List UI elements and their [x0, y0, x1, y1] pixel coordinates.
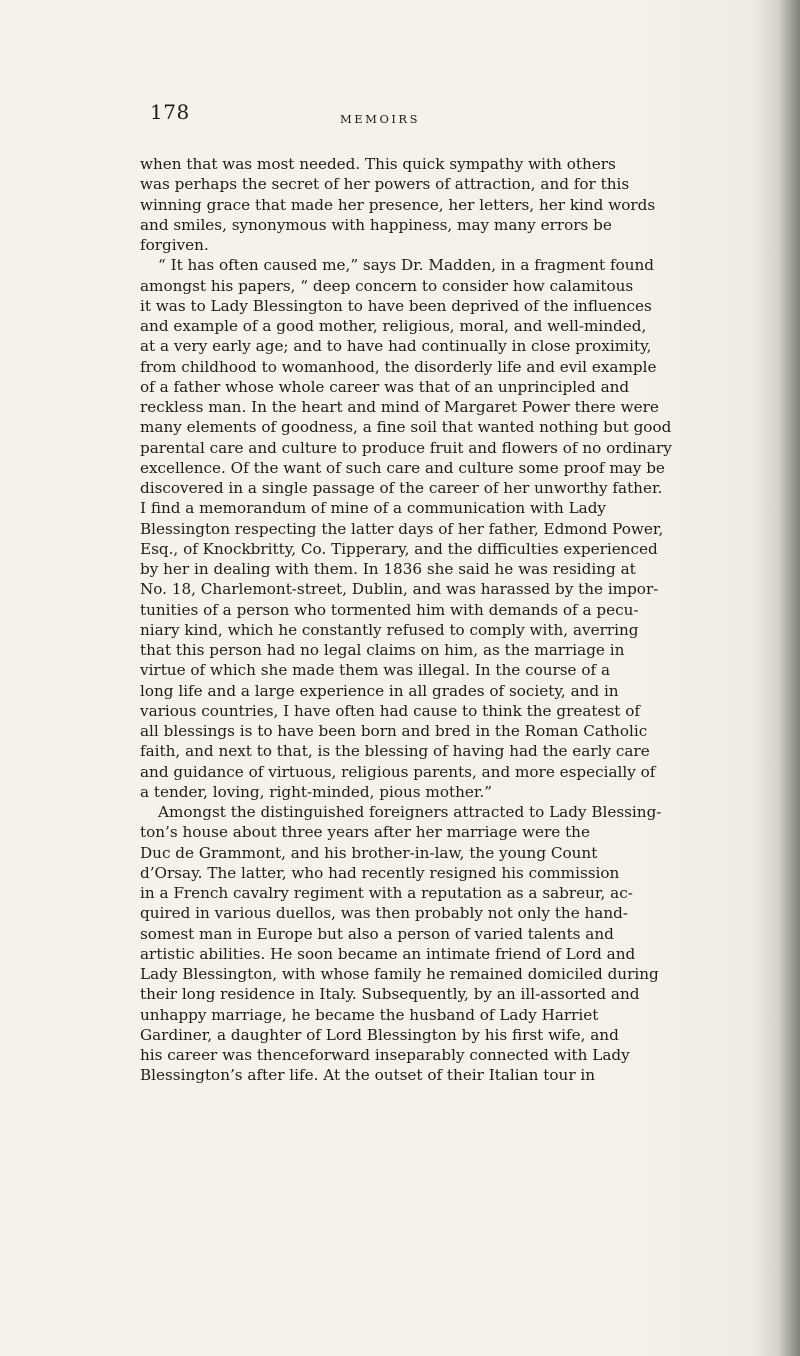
- text-line: that this person had no legal claims on him, as the marriage in: [140, 641, 625, 659]
- body-text: [140, 154, 780, 1086]
- text-line: Blessington respecting the latter days of her father, Edmond Power,: [140, 519, 664, 538]
- text-line: d’Orsay. The latter, who had recently resigned his commission: [140, 863, 620, 882]
- text-line: unhappy marriage, he became the husband of Lady Harriet: [140, 1005, 599, 1024]
- text-line: in a French cavalry regiment with a reputation as a sabreur, ac-: [140, 884, 633, 902]
- text-line: various countries, I have often had cause to think the greatest of: [140, 701, 640, 720]
- text-line: I find a memorandum of mine of a communication with Lady: [140, 499, 607, 518]
- text-line: amongst his papers, “ deep concern to consider how calamitous: [140, 276, 634, 295]
- text-line: all blessings is to have been born and bred in the Roman Catholic: [140, 722, 648, 740]
- running-head: MEMOIRS: [340, 112, 420, 126]
- paragraph-start-line: Amongst the distinguished foreigners attracted to Lady Blessing-: [158, 803, 662, 821]
- text-line: discovered in a single passage of the career of her unworthy father.: [140, 479, 663, 497]
- text-line: faith, and next to that, is the blessing of having had the early care: [140, 742, 650, 761]
- text-line: was perhaps the secret of her powers of attraction, and for this: [140, 175, 630, 194]
- binding-edge: [778, 0, 800, 1356]
- text-line: artistic abilities. He soon became an intimate friend of Lord and: [140, 944, 636, 963]
- text-line: parental care and culture to produce fruit and flowers of no ordinary: [140, 438, 672, 457]
- text-line: reckless man. In the heart and mind of Margaret Power there were: [140, 398, 659, 416]
- text-line: Esq., of Knockbritty, Co. Tipperary, and the difficulties experienced: [140, 539, 658, 558]
- text-line: Duc de Grammont, and his brother-in-law, the young Count: [140, 843, 598, 862]
- text-line: No. 18, Charlemont-street, Dublin, and was harassed by the impor-: [140, 580, 659, 599]
- text-line: and example of a good mother, religious, moral, and well-minded,: [140, 317, 647, 335]
- text-line: Blessington’s after life. At the outset of their Italian tour in: [140, 1066, 596, 1085]
- text-line: ton’s house about three years after her marriage were the: [140, 823, 590, 842]
- text-line: by her in dealing with them. In 1836 she said he was residing at: [140, 560, 636, 578]
- text-line: his career was thenceforward inseparably connected with Lady: [140, 1046, 630, 1064]
- text-line: long life and a large experience in all grades of society, and in: [140, 681, 619, 700]
- text-line: excellence. Of the want of such care and culture some proof may be: [140, 458, 665, 477]
- text-line: when that was most needed. This quick sympathy with others: [140, 155, 616, 173]
- text-line: Lady Blessington, with whose family he remained domiciled during: [140, 965, 659, 983]
- text-line: somest man in Europe but also a person of varied talents and: [140, 924, 614, 943]
- text-line: a tender, loving, right-minded, pious mother.”: [140, 782, 493, 801]
- text-line: and smiles, synonymous with happiness, may many errors be: [140, 215, 612, 234]
- text-line: forgiven.: [140, 236, 209, 254]
- text-line: Gardiner, a daughter of Lord Blessington by his first wife, and: [140, 1025, 619, 1044]
- paragraph-start-line: “ It has often caused me,” says Dr. Madden, in a fragment found: [158, 256, 655, 275]
- text-line: niary kind, which he constantly refused to comply with, averring: [140, 620, 639, 639]
- text-line: virtue of which she made them was illegal. In the course of a: [140, 661, 611, 680]
- text-line: of a father whose whole career was that of an unprincipled and: [140, 377, 630, 396]
- text-line: it was to Lady Blessington to have been deprived of the influences: [140, 296, 652, 315]
- text-line: at a very early age; and to have had continually in close proximity,: [140, 337, 652, 356]
- text-line: winning grace that made her presence, her letters, her kind words: [140, 195, 656, 214]
- text-line: quired in various duellos, was then probably not only the hand-: [140, 904, 628, 923]
- text-line: tunities of a person who tormented him with demands of a pecu-: [140, 600, 639, 619]
- text-line: many elements of goodness, a fine soil that wanted nothing but good: [140, 418, 672, 437]
- page-number: 178: [150, 100, 190, 124]
- text-line: from childhood to womanhood, the disorderly life and evil example: [140, 357, 657, 376]
- text-line: their long residence in Italy. Subsequently, by an ill-assorted and: [140, 985, 640, 1004]
- text-line: and guidance of virtuous, religious parents, and more especially of: [140, 762, 656, 781]
